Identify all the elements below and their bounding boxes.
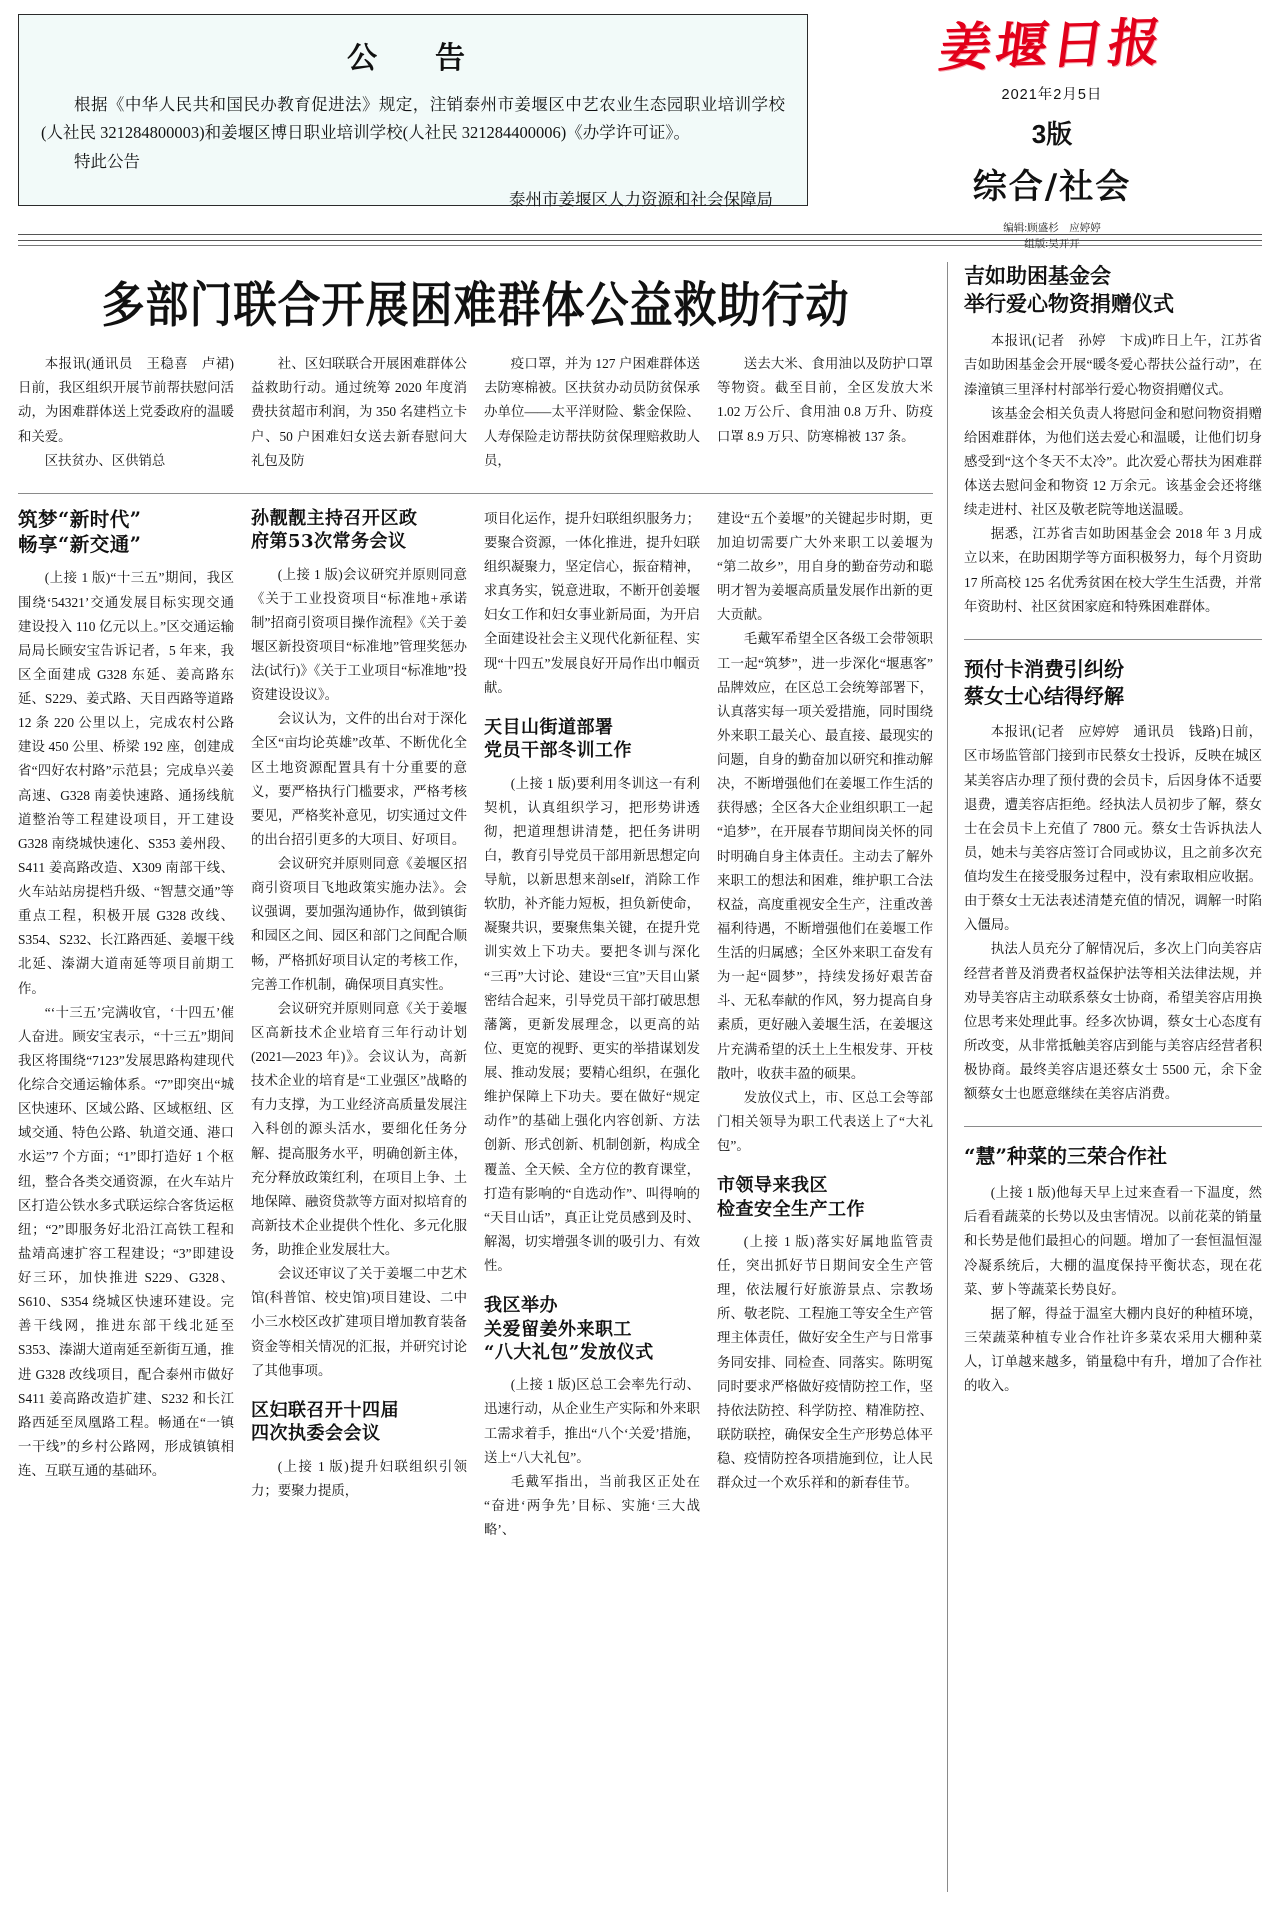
headline-line: 预付卡消费引纠纷 [964,656,1124,681]
headline-line: 举行爱心物资捐赠仪式 [964,291,1174,317]
article-paragraph: 会议认为，文件的出台对于深化全区“亩均论英雄”改革、不断优化全区土地资源配置具有十分重要的意义，要严格执行门槛要求，严格考核要见，严格奖补意见，切实通过文件的出台招引更多的大项目、好项目。 [251,711,467,847]
lead-column-1 [18,352,234,473]
lead-paragraph: 送去大米、食用油以及防护口罩等物资。截至目前，全区发放大米 1.02 万公斤、食用油 0.8 万升、防疫口罩 8.9 万只、防寒棉被 137 条。 [717,356,933,444]
article-paragraph: (上接 1 版)要利用冬训这一有利契机，认真组织学习，把形势讲透彻，把道理想讲清楚，把任务讲明白，教育引导党员干部用新思想定向导航，以新思想来剖self，消除工作软肋，补齐能力短板，担负新使命，凝聚共识，要聚焦集关键，在提升党训实效上下功夫。要把冬训与深化“三再”大讨论、建设“三宜”天目山紧密结合起来，引导党员干部打破思想藩篱，更新发展理念，以更高的站位、更宽的视野、更实的举措谋划发展、推动发展；要精心组织，在强化维护保障上下功夫。要在做好“规定动作”的基础上强化内容创新、方法创新、形式创新、机制创新，构成全覆盖、全天候、全方位的教育课堂，打造有影响的“自选动作”、叫得响的“天目山话”，真正让党员感到及时、解渴，切实增强冬训的吸引力、有效性。 [484,775,700,1274]
article-paragraph: 毛戴军希望全区各级工会带领职工一起“筑梦”，进一步深化“堰惠客”品牌效应，在区总工会统筹部署下，认真落实每一项关爱措施，同时围绕外来职工最关心、最直接、最现实的问题，自身的勤奋加以研究和推动解决，不断增强他们在姜堰工作生活的获得感；全区各大企业组织职工一起“追梦”，在开展春节期间岗关怀的同时明确自身主体责任。主动去了解外来职工的想法和困难，维护职工合法权益，高度重视安全生产，注重改善福利待遇，不断增强他们在姜堰工作生活的归属感；全区外来职工奋发有为一起“圆梦”，持续发扬好艰苦奋斗、无私奉献的作风，努力提高自身素质，更好融入姜堰生活，在姜堰这片充满希望的沃土上生根发芽、开枝散叶，收获丰盈的硕果。 [717,631,933,1081]
article-paragraph: 会议研究并原则同意《关于姜堰区高新技术企业培育三年行动计划(2021—2023 年)》。会议认为，高新技术企业的培育是“工业强区”战略的有力支撑，为工业经济高质量发展注入科创的源头活水，要细化任务分解、提高服务水平，明确创新主体，充分释放政策红利，在项目上争、土地保障、融资贷款等方面对拟培育的高新技术企业提供个性化、多元化服务，助推企业发展壮大。 [251,1000,467,1258]
lead-paragraph: 区扶贫办、区供销总 [44,452,166,468]
announcement-paragraph-2: 特此公告 [74,151,140,171]
page-number: 3版 [1031,119,1073,149]
lead-column-2 [251,352,467,473]
article-paragraph: (上接 1 版)区总工会率先行动、迅速行动，从企业生产实际和外来职工需求着手，推出“八个‘关爱’措施，送上“八大礼包”。 [484,1377,700,1465]
article-grid [18,507,933,1558]
masthead [808,14,1262,254]
headline-line: 党员干部冬训工作 [484,740,632,762]
headline-line: 天目山街道部署 [484,716,614,738]
article-paragraph: 本报讯(记者 孙婷 卞成)昨日上午，江苏省吉如助困基金会开展“暖冬爱心帮扶公益行动”，在溱潼镇三里泽村村部举行爱心物资捐赠仪式。 [964,333,1262,397]
article [251,1399,467,1503]
headline-line: 关爱留姜外来职工 [484,1318,632,1340]
article-column-4 [717,507,933,1558]
article-headline [18,507,234,558]
section-title: 综合/社会 [972,167,1132,207]
article-paragraph: 发放仪式上，市、区总工会等部门相关领导为职工代表送上了“大礼包”。 [717,1089,933,1154]
article-paragraph: 据了解，得益于温室大棚内良好的种植环境，三荣蔬菜种植专业合作社许多菜农采用大棚种菜人，订单越来越多，销量稳中有升，增加了合作社的收入。 [964,1305,1262,1394]
article-headline [484,1294,700,1364]
credits [842,221,1262,254]
article-paragraph: 该基金会相关负责人将慰问金和慰问物资捐赠给困难群体，为他们送去爱心和温暖，让他们切身感受到“这个冬天不太冷”。此次爱心帮扶为困难群体送去慰问金和物资 12 万余元。该基金会还将继续走进村、社区及敬老院等地送温暖。 [964,405,1262,518]
headline-line: “八大礼包”发放仪式 [484,1341,654,1363]
article-paragraph: 会议还审议了关于姜堰二中艺术馆(科普馆、校史馆)项目建设、二中小三水校区改扩建项目增加教育装备资金等相关情况的汇报，并研究讨论了其他事项。 [251,1266,467,1378]
article-paragraph: (上接 1 版)他每天早上过来查看一下温度，然后看看蔬菜的长势以及虫害情况。以前花菜的销量和长势是他们最担心的问题。增加了一套恒温恒湿冷凝系统后，大棚的温度保持平衡状态，现在花菜、萝卜等蔬菜长势良好。 [964,1185,1262,1297]
article-paragraph: 执法人员充分了解情况后，多次上门向美容店经营者普及消费者权益保护法等相关法律法规，并劝导美容店主动联系蔡女士协商，希望美容店用换位思考来处理此事。经多次协调，蔡女士心态度有所改变，从非常抵触美容店到能与美容店经营者积极协商。最终美容店退还蔡女士 5500 元，余下金额蔡女士也愿意继续在美容店消费。 [964,941,1262,1102]
publication-date: 2021年2月5日 [1001,87,1103,103]
announcement-paragraph-1: 根据《中华人民共和国民办教育促进法》规定，注销泰州市姜堰区中艺农业生态园职业培训学校(人社民 321284800003)和姜堰区博日职业培训学校(人社民 321284400006)《办学许可证》。 [41,95,785,143]
article [484,1294,700,1542]
article-paragraph: “‘十三五’完满收官，‘十四五’催人奋进。顾安宝表示，“十三五”期间我区将围绕“7123”发展思路构建现代化综合交通运输体系。“7”即突出“城区快速环、区域公路、区域枢纽、区域交通、特色公路、轨道交通、港口水运”7 个方面；“1”即打造好 1 个枢纽，整合各类交通资源，在火车站片区打造公铁水多式联运综合客货运枢纽；“2”即服务好北沿江高铁工程和盐靖高速扩容工程建设；“3”即建设好三环，加快推进 S229、G328、S610、S354 绕城区快速环建设。完善干线网，推进东部干线北延至 S353、溱湖大道南延至新街互通，推进 G328 改线项目，配合泰州市做好 S411 姜高路改造扩建、S232 和长江路西延至凤凰路工程。畅通在“一镇一干线”的乡村公路网，形成镇镇相连、互联互通的基础环。 [18,1004,234,1479]
headline-line: 府第53次常务会议 [251,531,407,553]
article-column-1 [18,507,234,1558]
article-column-2 [251,507,467,1558]
article-headline [484,716,700,763]
lead-column-3 [484,352,700,473]
newspaper-logo: 姜堰日报 [935,12,1169,79]
headline-line: 蔡女士心结得纾解 [964,683,1124,708]
article-paragraph: 项目化运作，提升妇联组织服务力；要聚合资源，一体化推进，提升妇联组织凝聚力，坚定信心，振奋精神，求真务实，锐意进取，不断开创姜堰妇女工作和妇女事业新局面，为开启全面建设社会主义现代化新征程、实现“十四五”发展良好开局作出巾帼贡献。 [484,510,700,695]
announcement-title: 公 告 [347,41,479,76]
article-headline [717,1174,933,1221]
article-paragraph: 据悉，江苏省吉如助困基金会 2018 年 3 月成立以来，在助困期学等方面积极努力，每个月资助 17 所高校 125 名优秀贫困在校大学生生活费，并常年资助村、社区贫困家庭和特殊困难群体。 [964,526,1262,614]
section-divider [18,493,933,494]
article-paragraph: (上接 1 版)提升妇联组织引领力；要聚力提质， [251,1458,467,1498]
headline-line: 筑梦“新时代” [18,507,142,531]
sidebar-article-2 [964,656,1262,1107]
sidebar-article-1 [964,262,1262,619]
right-pane [948,262,1262,1892]
article [484,716,700,1278]
article [484,507,700,700]
editor-credit: 编辑:顾盛杉 应婷婷 [1003,223,1101,234]
article-column-3 [484,507,700,1558]
lead-paragraph: 社、区妇联联合开展困难群体公益救助行动。通过统筹 2020 年度消费扶贫超市利润，为 350 名建档立卡户、50 户困难妇女送去新春慰问大礼包及防 [251,356,467,468]
lead-paragraph: 本报讯(通讯员 王稳喜 卢裙)日前，我区组织开展节前帮扶慰问活动，为困难群体送上党委政府的温暖和关爱。 [18,356,234,444]
lead-column-4 [717,352,933,473]
sidebar-article-3 [964,1143,1262,1398]
article-paragraph: 本报讯(记者 应婷婷 通讯员 钱路)日前，区市场监管部门接到市民蔡女士投诉，反映在城区某美容店办理了预付费的会员卡，后因身体不适要退费，遭美容店拒绝。经执法人员初步了解，蔡女士在会员卡上充值了 7800 元。蔡女士告诉执法人员，她未与美容店签订合同或协议，且之前多次充值均发生在接受服务过程中，没有索取相应收据。由于蔡女士无法表述清楚充值的情况，调解一时陷入僵局。 [964,724,1262,933]
article [251,507,467,1383]
layout-credit: 组版:吴开开 [1024,239,1080,251]
headline-line: 吉如助困基金会 [964,263,1111,288]
sidebar-divider [964,639,1262,640]
article [717,1174,933,1495]
announcement-signature: 泰州市姜堰区人力资源和社会保障局 [509,190,773,210]
left-pane [18,262,948,1892]
sidebar-divider [964,1126,1262,1127]
article-paragraph: 建设“五个姜堰”的关键起步时期，更加迫切需要广大外来职工以姜堰为“第二故乡”，用自身的勤奋劳动和聪明才智为姜堰高质量发展作出新的更大贡献。 [717,510,933,623]
article [18,507,234,1483]
article-paragraph: 会议研究并原则同意《姜堰区招商引资项目飞地政策实施办法》。会议强调，要加强沟通协作，做到镇街和园区之间、园区和部门之间配合顺畅，严格抓好项目认定的考核工作，完善工作机制，确保项目真实性。 [251,856,467,992]
lead-headline: 多部门联合开展困难群体公益救助行动 [101,277,850,334]
announcement-body [41,91,785,176]
top-zone [18,12,1262,251]
article-paragraph: 毛戴军指出，当前我区正处在“奋进‘两争先’目标、实施‘三大战略’、 [484,1473,700,1538]
article-headline [964,262,1262,318]
headline-line: 检查安全生产工作 [717,1198,865,1220]
announcement-box [18,14,808,210]
article [717,507,933,1158]
article-paragraph: (上接 1 版)会议研究并原则同意《关于工业投资项目“标准地+承诺制”招商引资项目操作流程》《关于姜堰区新投资项目“标准地”管理奖惩办法(试行)》《关于工业项目“标准地”投资建设设议》。 [251,566,467,703]
headline-line: 我区举办 [484,1295,558,1317]
headline-line: 孙靓靓主持召开区政 [251,507,418,529]
article-headline [251,1399,467,1446]
article-headline [251,507,467,554]
main-zone [18,262,1262,1892]
headline-line: 畅享“新交通” [18,533,142,557]
lead-columns [18,352,933,487]
article-headline [964,656,1262,710]
headline-line: 四次执委会会议 [251,1423,381,1445]
article-headline: “慧”种菜的三荣合作社 [964,1144,1168,1169]
headline-line: 市领导来我区 [717,1175,828,1197]
lead-paragraph: 疫口罩，并为 127 户困难群体送去防寒棉被。区扶贫办动员防贫保承办单位——太平洋财险、紫金保险、人寿保险走访帮扶防贫保理赔救助人员， [484,356,700,468]
article-paragraph: (上接 1 版)“十三五”期间，我区围绕‘54321’交通发展目标实现交通建设投入 110 亿元以上。”区交通运输局局长顾安宝告诉记者，5 年来，我区全面建成 G328 东延、姜高路东延、S229、姜式路、天目西路等道路 12 条 220 公里以上，完成农村公路建设 450 公里、桥梁 192 座，创建成省“四好农村路”示范县；完成阜兴姜高速、G328 南姜快速路、通扬线航道整治等工程建设项目，开工建设 G328 南绕城快速化、S353 姜州段、S411 姜高路改造、X309 南部干线、火车站站房提档升级、“智慧交通”等重点工程，积极开展 G328 改线、S354、S232、长江路西延、姜堰干线北延、溱湖大道南延等项目前期工作。 [18,570,234,996]
article-paragraph: (上接 1 版)落实好属地监管责任，突出抓好节日期间安全生产管理，依法履行好旅游景点、宗教场所、敬老院、工程施工等安全生产管理主体责任，做好安全生产与日常事务同安排、同检查、同落实。陈明冤同时要求严格做好疫情防控工作，坚持依法防控、科学防控、精准防控、联防联控，确保安全生产形势总体平稳、疫情防控各项措施到位，让人民群众过一个欢乐祥和的新春佳节。 [717,1233,933,1491]
headline-line: 区妇联召开十四届 [251,1399,399,1421]
